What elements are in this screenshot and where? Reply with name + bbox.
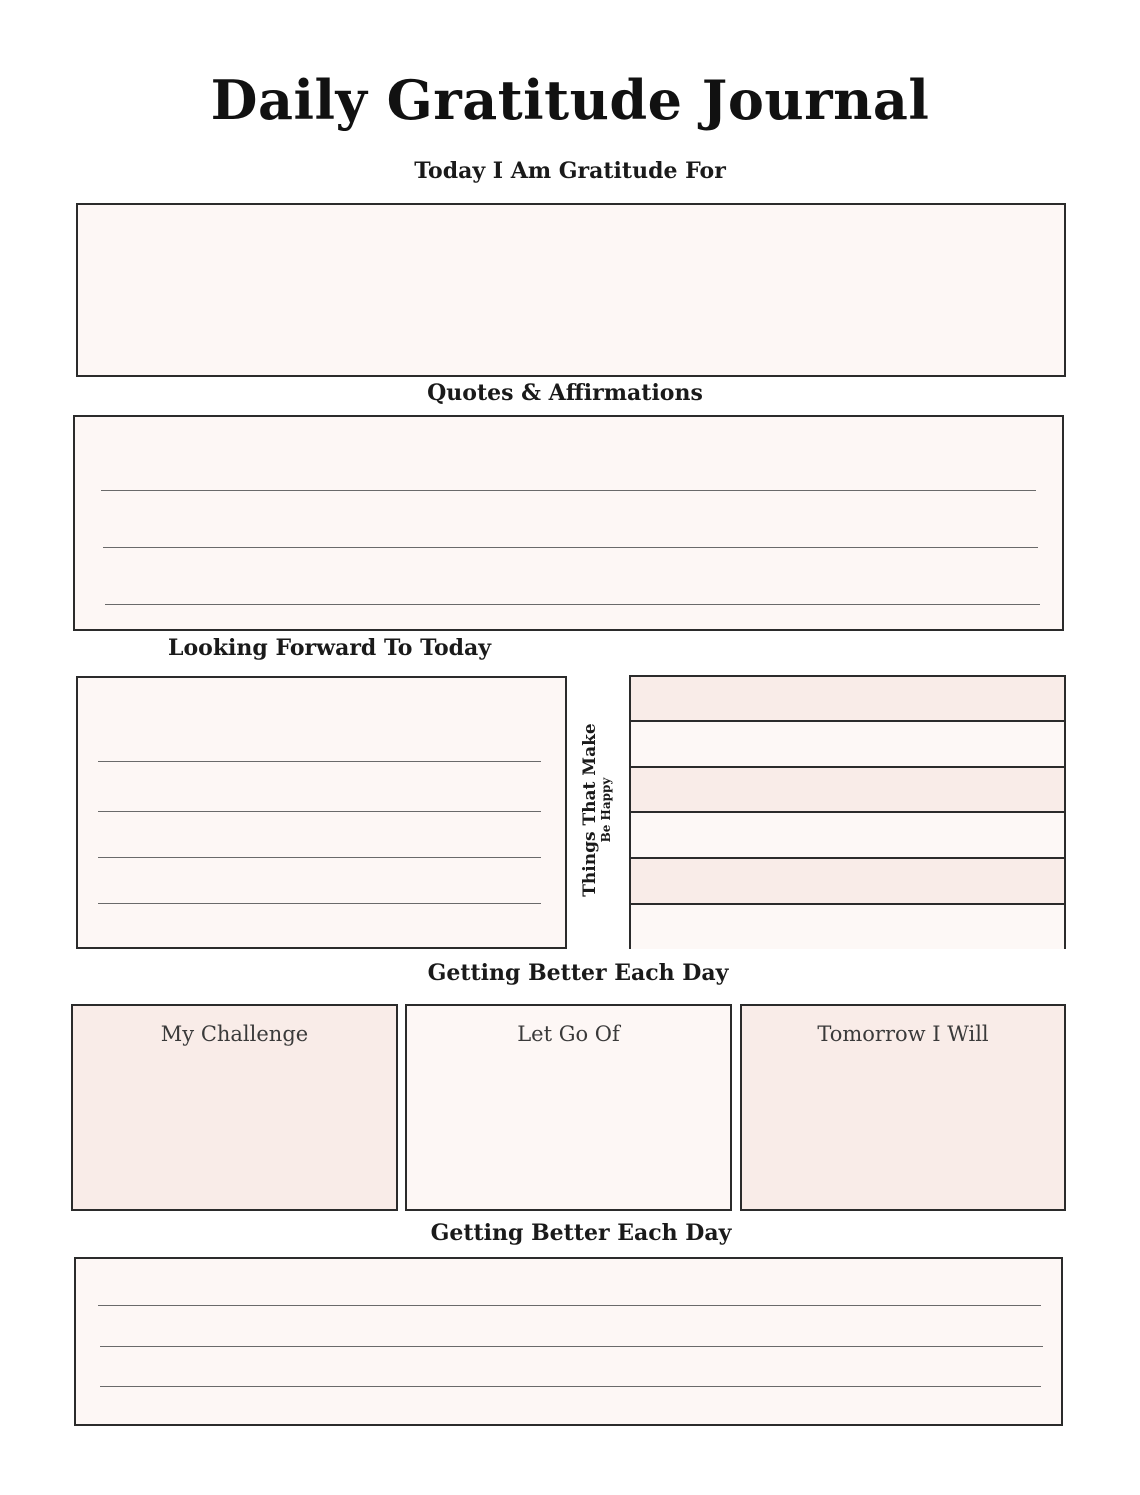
page-title: Daily Gratitude Journal bbox=[210, 68, 930, 132]
things-happy-row[interactable] bbox=[631, 677, 1064, 722]
things-happy-label-main: Things That Make bbox=[579, 723, 600, 897]
things-happy-row[interactable] bbox=[631, 859, 1064, 905]
looking-forward-rule-line bbox=[98, 903, 541, 904]
getting-better-rule-line bbox=[98, 1305, 1041, 1306]
my-challenge-box[interactable] bbox=[71, 1004, 398, 1211]
looking-forward-heading: Looking Forward To Today bbox=[168, 635, 492, 661]
looking-forward-box[interactable] bbox=[76, 676, 567, 949]
looking-forward-rule-line bbox=[98, 857, 541, 858]
gratitude-box[interactable] bbox=[76, 203, 1066, 377]
things-happy-row[interactable] bbox=[631, 905, 1064, 949]
getting-better-heading: Getting Better Each Day bbox=[427, 960, 729, 986]
things-happy-box bbox=[629, 675, 1066, 949]
quotes-rule-line bbox=[101, 490, 1036, 491]
quotes-rule-line bbox=[105, 604, 1040, 605]
my-challenge-label: My Challenge bbox=[160, 1022, 309, 1046]
things-happy-row[interactable] bbox=[631, 768, 1064, 813]
things-happy-row[interactable] bbox=[631, 722, 1064, 768]
getting-better-2-box[interactable] bbox=[74, 1257, 1063, 1426]
getting-better-2-heading: Getting Better Each Day bbox=[430, 1220, 732, 1246]
things-happy-label bbox=[568, 672, 626, 948]
getting-better-rule-line bbox=[100, 1386, 1041, 1387]
looking-forward-rule-line bbox=[98, 811, 541, 812]
things-happy-label-sub: Be Happy bbox=[598, 777, 613, 843]
quotes-rule-line bbox=[103, 547, 1038, 548]
tomorrow-i-will-box[interactable] bbox=[740, 1004, 1066, 1211]
let-go-of-box[interactable] bbox=[405, 1004, 732, 1211]
tomorrow-i-will-label: Tomorrow I Will bbox=[817, 1022, 989, 1046]
getting-better-rule-line bbox=[100, 1346, 1043, 1347]
looking-forward-rule-line bbox=[98, 761, 541, 762]
let-go-of-label: Let Go Of bbox=[517, 1022, 620, 1046]
quotes-heading: Quotes & Affirmations bbox=[427, 380, 703, 406]
things-happy-row[interactable] bbox=[631, 813, 1064, 859]
quotes-box[interactable] bbox=[73, 415, 1064, 631]
gratitude-heading: Today I Am Gratitude For bbox=[414, 158, 726, 184]
